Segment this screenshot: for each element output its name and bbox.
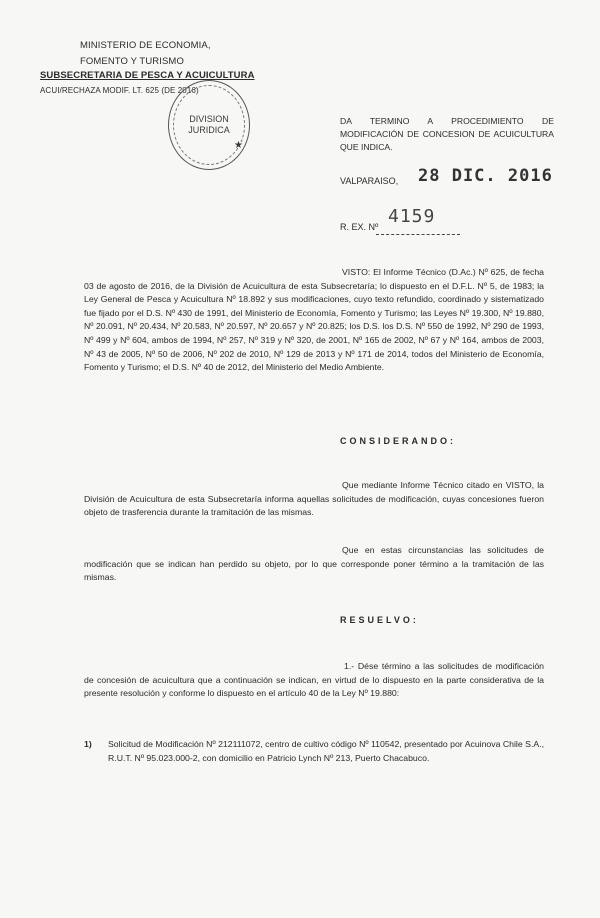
stamp-line-2: JURIDICA <box>188 125 230 135</box>
ministry-line-1: MINISTERIO DE ECONOMIA, <box>80 40 211 51</box>
resuelvo-heading: RESUELVO: <box>340 615 419 625</box>
rex-label: R. EX. Nº <box>340 222 379 232</box>
place-label: VALPARAISO, <box>340 176 399 186</box>
resolution-title: DA TERMINO A PROCEDIMIENTO DE MODIFICACIÓN DE CONCESION DE ACUICULTURA QUE INDICA. <box>340 116 554 152</box>
rex-underline <box>376 234 460 235</box>
resuelvo-paragraph-1: 1.- Dése término a las solicitudes de modificación de concesión de acuicultura que a continuación se indican, en virtud de lo dispuesto en la parte considerativa de la presente resolución y conforme lo dispuesto en el artículo 40 de la Ley Nº 19.880: <box>84 661 544 699</box>
star-icon: ★ <box>234 140 243 151</box>
ministry-line-2: FOMENTO Y TURISMO <box>80 56 184 67</box>
considerando-paragraph-2: Que en estas circunstancias las solicitudes de modificación que se indican han perdido su objeto, por lo que corresponde poner término a la tramitación de las mismas. <box>84 545 544 583</box>
visto-paragraph: VISTO: El Informe Técnico (D.Ac.) Nº 625, de fecha 03 de agosto de 2016, de la División de Acuicultura de esta Subsecretaría; lo dispuesto en el D.F.L. Nº 5, de 1983; la Ley General de Pesca y Acuicultura Nº 18.892 y sus modificaciones, cuyo texto refundido, coordinado y sistematizado fue fijado por el D.S. Nº 430 de 1991, del Ministerio de Economía, Fomento y Turismo; las Leyes Nº 19.300, Nº 19.880, Nº 20.091, Nº 20.434, Nº 20.583, Nº 20.597, Nº 20.657 y Nº 20.825; los D.S. los D.S. Nº 550 de 1992, Nº 290 de 1993, Nº 499 y Nº 604, ambos de 1994, Nº 257, Nº 319 y Nº 320, de 2001, Nº 165 de 2002, Nº 67 y Nº 164, ambos de 2003, Nº 43 de 2005, Nº 50 de 2006, Nº 202 de 2010, Nº 129 de 2013 y Nº 171 de 2014, todos del Ministerio de Economía, Fomento y Turismo; el D.S. Nº 40 de 2012, del Ministerio del Medio Ambiente. <box>84 267 544 373</box>
rex-number: 4159 <box>388 206 436 227</box>
date-stamp: 28 DIC. 2016 <box>418 166 553 186</box>
list-item <box>84 738 544 765</box>
list-item-number: 1) <box>84 739 92 749</box>
stamp-ring <box>173 85 245 165</box>
subsecretaria-heading: SUBSECRETARIA DE PESCA Y ACUICULTURA <box>40 70 255 81</box>
stamp-line-1: DIVISION <box>189 114 229 124</box>
considerando-heading: CONSIDERANDO: <box>340 436 457 446</box>
document-reference: ACUI/RECHAZA MODIF. LT. 625 (DE 2016) <box>40 86 199 95</box>
division-juridica-stamp <box>168 80 250 170</box>
considerando-paragraph-1: Que mediante Informe Técnico citado en VISTO, la División de Acuicultura de esta Subsecretaría informa aquellas solicitudes de modificación, cuyas concesiones fueron objeto de trasferencia durante la tramitación de las mismas. <box>84 480 544 518</box>
list-item-text: Solicitud de Modificación Nº 212111072, centro de cultivo código Nº 110542, presentado por Acuinova Chile S.A., R.U.T. Nº 95.023.000-2, con domicilio en Patricio Lynch Nº 213, Puerto Chacabuco. <box>108 739 544 763</box>
